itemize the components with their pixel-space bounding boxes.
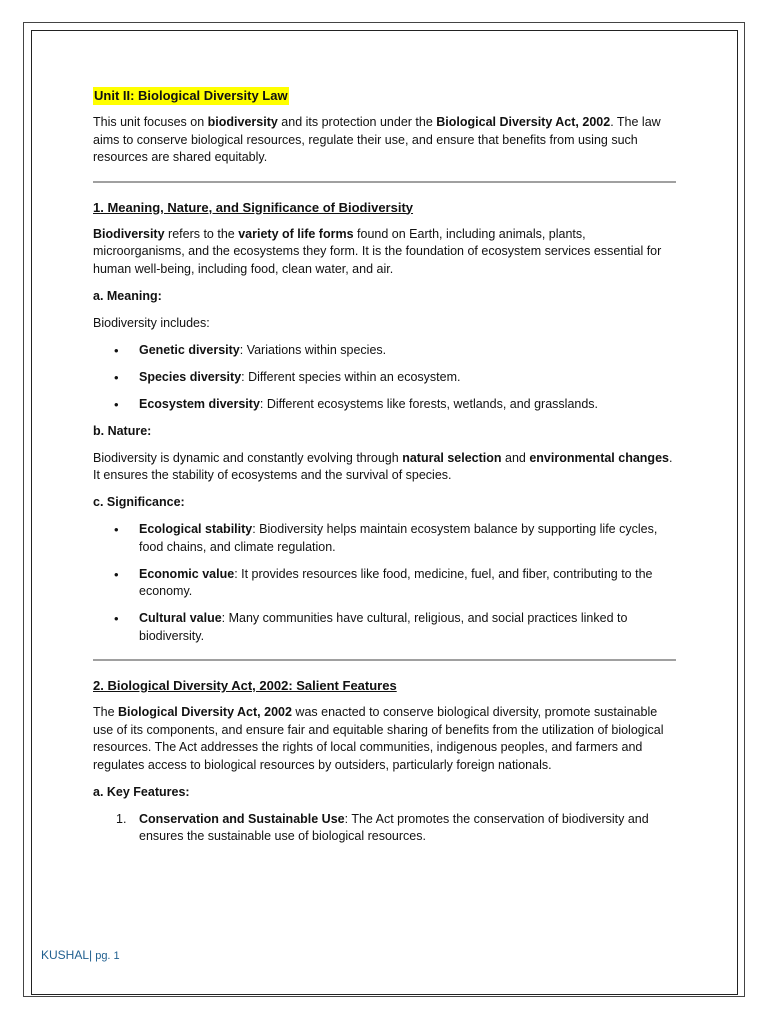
section-2-title: 2. Biological Diversity Act, 2002: Salient Features — [93, 678, 397, 693]
footer-page-number: pg. 1 — [92, 950, 120, 962]
key-features-subtitle: a. Key Features: — [93, 784, 190, 799]
meaning-intro: Biodiversity includes: — [93, 315, 210, 330]
list-item: • Cultural value: Many communities have cultural, religious, and social practices linked to biodiversity. — [93, 610, 676, 645]
section-1-paragraph: Biodiversity refers to the variety of life forms found on Earth, including animals, plants, microorganisms, and the ecosystems they form. It is the foundation of ecosystem services essential for human well-being, including food, clean water, and air. — [93, 226, 662, 276]
page-footer — [41, 947, 120, 964]
list-item: 1. Conservation and Sustainable Use: The Act promotes the conservation of biodiversity and ensures the sustainable use of biological resources. — [116, 811, 649, 843]
unit-title: Unit II: Biological Diversity Law — [94, 88, 288, 103]
key-features-list — [93, 811, 676, 846]
significance-subtitle: c. Significance: — [93, 495, 185, 509]
intro-paragraph: This unit focuses on biodiversity and its protection under the Biological Diversity Act, 2002. The law aims to conserve biological resources, regulate their use, and ensure that benefits from using such resources are shared equitably. — [93, 115, 661, 164]
list-item: • Ecological stability: Biodiversity helps maintain ecosystem balance by supporting life cycles, food chains, and climate regulation. — [93, 521, 676, 556]
footer-name: KUSHAL| — [41, 948, 93, 962]
section-2-paragraph: The Biological Diversity Act, 2002 was enacted to conserve biological diversity, promote sustainable use of its components, and ensure fair and equitable sharing of benefits from the utilization of biological resources. The Act addresses the rights of local communities, indigenous peoples, and farmers and regulates access to biological resources by outsiders, particularly foreign nationals. — [93, 705, 664, 772]
horizontal-rule — [93, 659, 676, 661]
list-item: • Ecosystem diversity: Different ecosystems like forests, wetlands, and grasslands. — [93, 396, 676, 414]
list-item: • Economic value: It provides resources like food, medicine, fuel, and fiber, contributing to the economy. — [93, 566, 676, 601]
list-item: • Genetic diversity: Variations within species. — [93, 342, 676, 360]
section-1-title: 1. Meaning, Nature, and Significance of Biodiversity — [93, 199, 414, 215]
meaning-subtitle: a. Meaning: — [93, 288, 162, 303]
nature-paragraph: Biodiversity is dynamic and constantly evolving through natural selection and environmental changes. It ensures the stability of ecosystems and the survival of species. — [93, 450, 673, 482]
horizontal-rule — [93, 181, 676, 183]
nature-subtitle: b. Nature: — [93, 423, 152, 438]
list-item: • Species diversity: Different species within an ecosystem. — [93, 369, 676, 387]
significance-list — [93, 521, 676, 645]
document-body — [93, 87, 676, 855]
meaning-list — [93, 342, 676, 414]
